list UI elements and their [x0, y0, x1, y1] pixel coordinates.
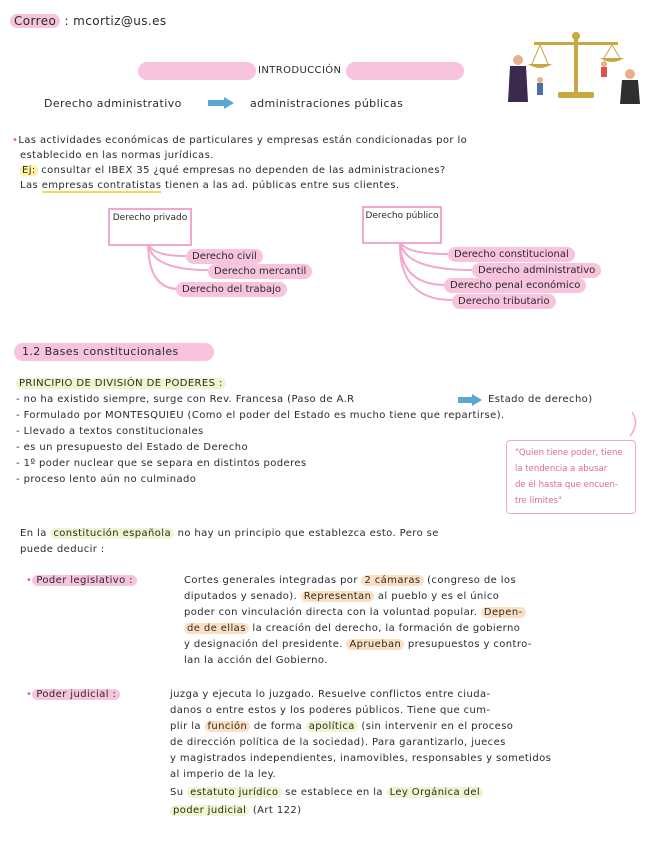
principle-item-5: - proceso lento aún no culminado — [16, 474, 197, 485]
chip-derecho-trabajo: Derecho del trabajo — [176, 282, 287, 297]
quote-line-0: "Quien tiene poder, tiene — [515, 448, 623, 458]
judicial-line4: de dirección política de la sociedad). Para garantizarlo, jueces — [170, 737, 506, 748]
chip-derecho-administrativo: Derecho administrativo — [472, 263, 601, 278]
principle-title: PRINCIPIO DE DIVISIÓN DE PODERES : — [16, 377, 226, 390]
principle-item-1: - Formulado por MONTESQUIEU (Como el poder del Estado es mucho tiene que repartirse). — [16, 410, 505, 421]
constitucion-highlight: constitución española — [50, 528, 174, 539]
principle-item-0: - no ha existido siempre, surge con Rev. Francesa (Paso de A.R — [16, 394, 355, 405]
pointing-hand-icon-2 — [456, 392, 484, 408]
judicial-line2: danos o entre estos y los poderes públicos. Tiene que cum- — [170, 705, 491, 716]
legislativo-line3: poder con vinculación directa con la voluntad popular. Depen- — [184, 606, 526, 619]
judicial-line8: poder judicial (Art 122) — [170, 804, 301, 817]
quote-line-1: la tendencia a abusar — [515, 464, 608, 474]
section-heading: 1.2 Bases constitucionales — [14, 343, 214, 361]
email-value: : mcortiz@us.es — [64, 14, 167, 28]
email-label: Correo — [10, 14, 60, 28]
legislativo-line4: de de ellas la creación del derecho, la formación de gobierno — [184, 622, 520, 635]
para1-line4: Las empresas contratistas tienen a las ad. públicas entre sus clientes. — [20, 180, 400, 191]
quote-line-2: de él hasta que encuen- — [515, 480, 618, 490]
chip-derecho-civil: Derecho civil — [186, 249, 263, 264]
principle-item-4: - 1º poder nuclear que se separa en distintos poderes — [16, 458, 307, 469]
principle-item-2: - Llevado a textos constitucionales — [16, 426, 204, 437]
judicial-line7: Su estatuto jurídico se establece en la Ley Orgánica del — [170, 786, 483, 799]
principle-item-3: - es un presupuesto del Estado de Derecho — [16, 442, 248, 453]
empresas-contratistas-highlight: empresas contratistas — [41, 180, 162, 191]
derecho-publico-box: Derecho público — [362, 206, 442, 244]
judicial-line3: plir la función de forma apolítica (sin intervenir en el proceso — [170, 721, 514, 732]
judicial-line6: al imperio de la ley. — [170, 769, 277, 780]
judicial-line1: juzga y ejecuta lo juzgado. Resuelve conflictos entre ciuda- — [170, 689, 491, 700]
chip-derecho-constitucional: Derecho constitucional — [448, 247, 575, 262]
derecho-privado-box: Derecho privado — [108, 208, 192, 246]
quote-box — [506, 440, 636, 514]
bullet-dot: • — [12, 135, 19, 146]
chip-derecho-tributario: Derecho tributario — [452, 294, 556, 309]
chip-derecho-penal: Derecho penal económico — [444, 278, 586, 293]
judicial-line5: y magistrados independientes, inamovibles, responsables y sometidos — [170, 753, 552, 764]
constitucion-line2: puede deducir : — [20, 544, 105, 555]
para1-line1: •Las actividades económicas de particulares y empresas están condicionadas por lo — [12, 135, 468, 146]
legislativo-label: • Poder legislativo : — [26, 574, 137, 587]
para1-line3: Ej: consultar el IBEX 35 ¿qué empresas no dependen de las administraciones? — [22, 165, 446, 176]
subtitle-left: Derecho administrativo — [44, 97, 182, 110]
constitucion-line1: En la constitución española no hay un principio que establezca esto. Pero se — [20, 528, 439, 539]
intro-title: INTRODUCCIÓN — [258, 65, 342, 76]
legislativo-line2: diputados y senado). Representan al pueblo y es el único — [184, 591, 500, 602]
judicial-label: • Poder judicial : — [26, 688, 120, 701]
legislativo-line5: y designación del presidente. Aprueban presupuestos y contro- — [184, 639, 532, 650]
legislativo-line1: Cortes generales integradas por 2 cámaras (congreso de los — [184, 575, 517, 586]
quote-line-3: tre límites" — [515, 496, 562, 506]
legislativo-line6: lan la acción del Gobierno. — [184, 655, 328, 666]
chip-derecho-mercantil: Derecho mercantil — [208, 264, 312, 279]
principle-arrow-tail: Estado de derecho) — [488, 394, 593, 405]
ej-label: Ej: — [22, 165, 36, 176]
para1-line2: establecido en las normas jurídicas. — [20, 150, 214, 161]
subtitle-right: administraciones públicas — [250, 97, 404, 110]
